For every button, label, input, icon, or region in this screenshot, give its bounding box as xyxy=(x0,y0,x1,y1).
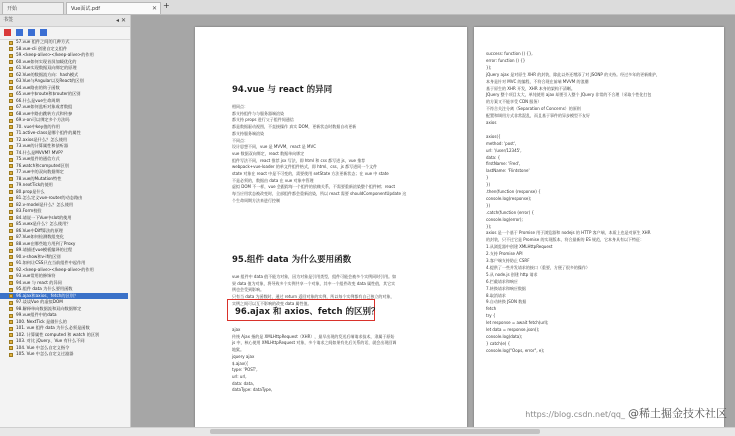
sidebar-item-label: 77.vue中的双向数据绑定 xyxy=(16,169,64,174)
text-line: 设计思想不同，vue 是 MVVM，react 是 MVC xyxy=(232,144,317,150)
sidebar-item-label: 100. NextTick 是做什么的 xyxy=(16,318,67,324)
bookmark-icon xyxy=(9,216,13,220)
bookmark-icon xyxy=(9,327,13,331)
bookmark-icon xyxy=(9,307,13,311)
bookmark-icon xyxy=(9,60,13,64)
text-line: console.log(response); xyxy=(486,195,532,201)
text-line: 的封装，只不过它是 Promise 的实现版本，符合最新的 ES 规范，它本身具有以下特征： xyxy=(486,237,645,243)
bookmark-icon xyxy=(9,106,13,110)
sidebar-item-label: 92.<keep-alive></keep-alive>的作用 xyxy=(16,266,94,272)
tab-start[interactable] xyxy=(2,2,64,14)
text-line: 5.从 node.js 创建 http 请求 xyxy=(486,271,538,277)
sidebar-item-label: 96.ajax和axios、fetch的区别？ xyxy=(16,292,79,298)
sidebar-item-label: 83.Form校验 xyxy=(16,208,42,213)
sidebar-item-label: 78.vue的Mutation特性 xyxy=(16,175,62,181)
text-line: data: { xyxy=(486,154,501,160)
new-tab-button[interactable]: + xyxy=(163,1,170,10)
tab-pdf[interactable] xyxy=(66,2,161,14)
sidebar-item-label: 72.axios是什么？怎么使用 xyxy=(16,136,68,142)
bookmark-icon xyxy=(9,99,13,103)
text-line: jQuery ajax 是对原生 XHR 的封装，除此以外还增添了对 JSONP 的支持。经过多年的更新维护， xyxy=(486,71,661,77)
sidebar-item-label: 94.vue 与 react 的异同 xyxy=(16,279,62,285)
sidebar-controls[interactable]: ◂ ✕ xyxy=(116,17,126,24)
sidebar-item-label: 97.谈谈Vue 的虚拟DOM xyxy=(16,299,63,304)
sidebar-item-label: 104. Vue 中怎么自定义指令 xyxy=(16,344,70,350)
text-line: url: '/user/12345', xyxy=(486,147,522,153)
sidebar-item-label: 68.vue中路由跳转方式和传参 xyxy=(16,110,73,116)
scrollbar-thumb[interactable] xyxy=(210,429,540,434)
text-line: 每当应用状态被改变时，全部组件都会重新渲染，所以 react 需要 shouldComponentUpdate 这 xyxy=(232,191,407,197)
bookmark-icon xyxy=(9,125,13,129)
text-line: axios xyxy=(486,120,497,125)
sidebar-item-label: 65.vue中$route和$router的区别 xyxy=(16,91,81,96)
text-line: state 对象在 react 中是不可变的，需要使用 setState 方法更新状态；在 vue 中 state xyxy=(232,171,389,176)
text-line: 果 data 值为对象，将导致多个实例共享一个对象，其中一个组件改变 data 属性值，其它实 xyxy=(232,280,396,286)
bookmark-icon xyxy=(9,268,13,272)
sidebar-item-label: 82.v-model是什么？怎么使用 xyxy=(16,201,74,207)
text-line: 组件写法不同，react 推荐 jsx 写法，即 html 和 css 都写进 js，vue 推荐 xyxy=(232,157,366,163)
bookmark-icon xyxy=(9,164,13,168)
watermark-text: @稀土掘金技术社区 xyxy=(628,407,727,420)
sidebar-item-label: 86.Vue中Diff算法的原理 xyxy=(16,227,63,233)
text-line: 都支持组件与与服务器端渲染 xyxy=(232,110,284,116)
pdf-viewer[interactable] xyxy=(131,15,735,428)
sidebar-item-label: 60.vue如何实现首屏加载优化的 xyxy=(16,58,77,64)
sidebar-item-label: 80.prop是什么 xyxy=(16,188,45,194)
sidebar-item-label: 66.什么是vue生命周期 xyxy=(16,97,60,103)
text-line: 4.提供了一些并发请求的接口（重要，方便了很多的操作） xyxy=(486,264,590,270)
sidebar-item-label: 73.vue的计算属性和侦听器 xyxy=(16,143,69,148)
bookmark-icon xyxy=(9,320,13,324)
text-line: }); xyxy=(486,64,492,70)
text-line: ajax xyxy=(232,327,241,332)
text-line: 7.转换请求和响应数据 xyxy=(486,285,526,291)
bookmark-icon xyxy=(9,132,13,136)
sidebar-item-label: 81.怎么定义vue-router的动态路由 xyxy=(16,195,83,200)
text-line: vue 数据双向绑定，react 数据单向绑定 xyxy=(232,150,305,156)
bookmark-icon xyxy=(9,145,13,149)
sidebar-item-label: 75.vue组件的通信方式 xyxy=(16,156,60,161)
watermark-url: https://blog.csdn.net/qq_ xyxy=(525,410,625,419)
tab-pdf-label: Vue面试.pdf xyxy=(71,6,101,12)
text-line: data: data, xyxy=(232,380,254,386)
text-line: type: 'POST', xyxy=(232,367,258,373)
text-line: 本身是针对 MVC 的编程，不符合现在前端 MVVM 的浪潮 xyxy=(486,78,589,84)
bookmark-icon xyxy=(9,210,13,214)
text-line: 基于原生的 XHR 开发，XHR 本身的架构不清晰。 xyxy=(486,85,575,91)
bookmark-settings-icon[interactable] xyxy=(40,29,47,36)
text-line: 地狱。 xyxy=(232,347,244,353)
sidebar-item-label: 88.vue在哪些地方用到了Proxy xyxy=(16,240,76,246)
bookmark-icon xyxy=(9,255,13,259)
sidebar-item-label: 79.nextTick的使用 xyxy=(16,182,53,187)
bookmark-icon xyxy=(9,346,13,350)
text-line: console.log(error); xyxy=(486,216,523,222)
text-line: console.log(data); xyxy=(486,333,523,339)
bookmark-icon xyxy=(9,112,13,116)
sidebar-item-label: 87.Vue如何检测数组变化 xyxy=(16,234,64,239)
text-line: lastName: 'Flintstone' xyxy=(486,168,530,174)
sidebar-item-label: 59.<keep-alive></keep-alive>的作用 xyxy=(16,52,94,57)
sidebar-item-label: 62.Vue的数据流方向：hash模式 xyxy=(16,71,79,77)
sidebar-item-label: 102. 计算属性 computed 和 watch 的区别 xyxy=(16,331,100,337)
text-line: }) xyxy=(486,202,491,208)
text-line: 的方案又不能享受 CDN 服务） xyxy=(486,99,542,105)
pdf-page-left xyxy=(195,27,467,428)
bookmark-icon xyxy=(9,203,13,207)
sidebar-item-label: 71.active-class是哪个组件的属性 xyxy=(16,130,81,135)
text-line: 不同点： xyxy=(232,137,248,143)
sidebar-item-label: 84.请说一下Vue中slot的使用 xyxy=(16,214,72,220)
text-line: 1.从浏览器中创建 XMLHttpRequest xyxy=(486,244,553,250)
bookmark-icon xyxy=(9,294,13,298)
sidebar-item-label: 58.vue-cli 创建自定义组件 xyxy=(16,45,68,51)
bookmark-icon xyxy=(9,86,13,90)
bookmark-icon xyxy=(9,229,13,233)
bookmark-icon xyxy=(9,223,13,227)
bookmark-icon xyxy=(9,288,13,292)
bookmark-icon xyxy=(9,67,13,71)
text-line: 都支持 props 进行父子组件间通信 xyxy=(232,117,294,123)
bookmark-icon xyxy=(9,54,13,58)
sidebar-item-label: 69.v-on可以绑定多个方法吗 xyxy=(16,117,70,122)
sidebar-item-label: 61.Vue实现数据双向绑定的原理 xyxy=(16,65,77,70)
close-icon[interactable]: ✕ xyxy=(151,5,157,12)
text-line: .then(function (response) { xyxy=(486,189,541,194)
bookmark-icon xyxy=(9,314,13,318)
text-line: 传统 Ajax 指的是 XMLHttpRequest（XHR），最早出现的发送后端请求技术，隶属于原始 xyxy=(232,333,395,339)
bookmark-icon xyxy=(9,275,13,279)
text-line: 8.取消请求 xyxy=(486,292,506,298)
bookmark-icon xyxy=(9,242,13,246)
bookmark-icon xyxy=(9,80,13,84)
bookmark-icon xyxy=(9,184,13,188)
bookmark-icon xyxy=(9,47,13,51)
text-line: 相同点： xyxy=(232,104,248,109)
text-line: } catch(e) { xyxy=(486,340,511,346)
text-line: axios 是一个基于 Promise 用于浏览器和 nodejs 的 HTTP 客户端，本质上也是对原生 XHR xyxy=(486,230,651,236)
text-line: webpack+vue-loader 的单文件组件格式，即 html、css、js 都写进同一个文件 xyxy=(232,164,378,170)
text-line: JQuery 整个项目太大，单纯使用 ajax 却要引入整个 JQuery 非常的不合理（采取个性化打包 xyxy=(486,92,652,98)
text-line: 6.拦截请求和响应 xyxy=(486,278,518,284)
text-line: 只有当 data 为函数时，通过 return 返回对象的实例，所以每个实例都有自己独立的对象， xyxy=(232,294,395,300)
tab-bar xyxy=(0,0,735,15)
text-line: 例也会受到影响。 xyxy=(232,287,264,293)
text-line: 虚拟 DOM 不一样，vue 会跟踪每一个组件的依赖关系，不需要重新渲染整个组件树；react xyxy=(232,184,396,190)
text-line: axios({ xyxy=(486,133,501,139)
text-line: $.ajax({ xyxy=(232,360,249,366)
sidebar-item-label: 74.什么是MVVM? MVP? xyxy=(16,149,63,155)
text-line: 实例之间可以互不影响的改变 data 属性值。 xyxy=(232,300,312,306)
sidebar-item-label: 93.vue常用的修饰符 xyxy=(16,273,56,278)
sidebar-title: 书签 xyxy=(3,17,14,23)
sidebar-item-label: 85.vuex是什么？怎么使用？ xyxy=(16,221,71,226)
text-line: url: url, xyxy=(232,373,247,379)
sidebar-item-label: 99.vue组件中的data xyxy=(16,312,57,317)
sidebar-item-label: 89.请描述vue模板编译的过程 xyxy=(16,247,73,252)
bookmark-icon xyxy=(9,41,13,45)
text-line: let response = await fetch(url); xyxy=(486,320,549,326)
text-line: dataType: dataType, xyxy=(232,387,273,393)
bookmark-icon xyxy=(9,236,13,240)
text-line: 配置和调用方式非常混乱，而且基于事件的异步模型不友好 xyxy=(486,113,590,119)
text-line: 不符合关注分离（Separation of Concerns）的原则 xyxy=(486,106,581,112)
tab-start-label: 开始 xyxy=(7,6,18,12)
sidebar-item-label: 95.组件 data 为什么要用函数 xyxy=(16,286,73,291)
text-line: 2.支持 Promise API xyxy=(486,251,523,257)
text-line: .catch(function (error) { xyxy=(486,209,535,215)
text-line: jquery ajax xyxy=(232,353,255,359)
bookmark-icon xyxy=(9,249,13,253)
text-line: }) xyxy=(486,182,491,188)
sidebar-item-label: 98.解释单向数据流和双向数据绑定 xyxy=(16,305,82,311)
sidebar-item[interactable] xyxy=(0,351,128,358)
text-line: js 中，核心使用 XMLHttpRequest 对象，多个请求之间如果有先后关系的话，就会出现回调 xyxy=(232,340,397,346)
bookmark-icon xyxy=(9,190,13,194)
heading-96: 96.ajax 和 axios、fetch 的区别？ xyxy=(235,307,380,317)
bookmark-icon xyxy=(9,138,13,142)
sidebar-item-label: 67.vue如何监听对象或者数组 xyxy=(16,104,73,109)
text-line: } xyxy=(486,175,489,181)
sidebar-item-label: 91.如何让CSS只在当前组件中起作用 xyxy=(16,260,86,265)
bookmark-icon xyxy=(9,151,13,155)
heading-95: 95.组件 data 为什么要用函数 xyxy=(232,255,352,265)
text-line: firstName: 'Fred', xyxy=(486,161,521,167)
watermark xyxy=(525,405,727,421)
text-line: method: 'post', xyxy=(486,140,517,146)
text-line: success: function () {}, xyxy=(486,51,533,56)
text-line: fetch xyxy=(486,306,497,312)
bookmark-expand-icon[interactable] xyxy=(16,29,23,36)
bookmark-icon xyxy=(9,281,13,285)
sidebar-item-label: 90.v-show和v-if的区别 xyxy=(16,253,61,259)
text-line: vue 组件中 data 值不能为对象，因为对象是引用类型，组件可能会被多个实例同时引用。如 xyxy=(232,274,397,279)
bookmark-add-icon[interactable] xyxy=(4,29,11,36)
text-line: console.log("Oops, error", e); xyxy=(486,347,545,353)
sidebar-item-label: 57.vue 组件之间的几种方式 xyxy=(16,39,70,44)
bookmark-collapse-icon[interactable] xyxy=(28,29,35,36)
bookmark-icon xyxy=(9,93,13,97)
bookmark-icon xyxy=(9,333,13,337)
sidebar-item-label: 64.vue路由的钩子函数 xyxy=(16,84,60,90)
bookmark-icon xyxy=(9,340,13,344)
text-line: 都是数据驱动视图，不直接操作 真实 DOM，更新状态时数据自动更新 xyxy=(232,124,357,130)
bookmark-icon xyxy=(9,262,13,266)
bookmark-icon xyxy=(9,158,13,162)
horizontal-scrollbar[interactable] xyxy=(0,427,735,436)
sidebar-item-label: 101. vue 组件 data 为什么必须是函数 xyxy=(16,325,90,330)
bookmark-icon xyxy=(9,353,13,357)
sidebar-item-label: 70. vue中key值的作用 xyxy=(16,123,60,129)
text-line: 都支持服务端渲染 xyxy=(232,130,264,136)
sidebar-item-label: 105. Vue 中怎么自定义过滤器 xyxy=(16,351,74,356)
bookmark-icon xyxy=(9,301,13,305)
text-line: 3.客户端支持防止 CSRF xyxy=(486,258,530,263)
sidebar-item-label: 76.watch和computed区别 xyxy=(16,162,69,168)
heading-94: 94.vue 与 react 的异同 xyxy=(232,85,333,95)
bookmark-icon xyxy=(9,197,13,201)
text-line: }); xyxy=(486,223,492,229)
text-line: 不是必须的，数据由 data 在 vue 对象中管理 xyxy=(232,177,314,183)
text-line: try { xyxy=(486,313,496,319)
sidebar-item-label: 103. 对比 jQuery、Vue 有什么不同 xyxy=(16,338,85,343)
bookmark-icon xyxy=(9,171,13,175)
text-line: error: function () {} xyxy=(486,57,526,63)
bookmark-sidebar xyxy=(0,15,131,428)
bookmark-icon xyxy=(9,73,13,77)
sidebar-item-label: 63.Vue与Angular以及React的区别 xyxy=(16,78,84,83)
pdf-page-right xyxy=(474,27,724,428)
bookmark-icon xyxy=(9,119,13,123)
text-line: 个生命周期方法来进行控制 xyxy=(232,197,280,203)
sidebar-header xyxy=(0,15,130,27)
text-line: 9.自动转换 JSON 数据 xyxy=(486,299,527,305)
bookmark-list xyxy=(0,39,128,428)
text-line: let data = response.json(); xyxy=(486,327,540,332)
bookmark-icon xyxy=(9,177,13,181)
